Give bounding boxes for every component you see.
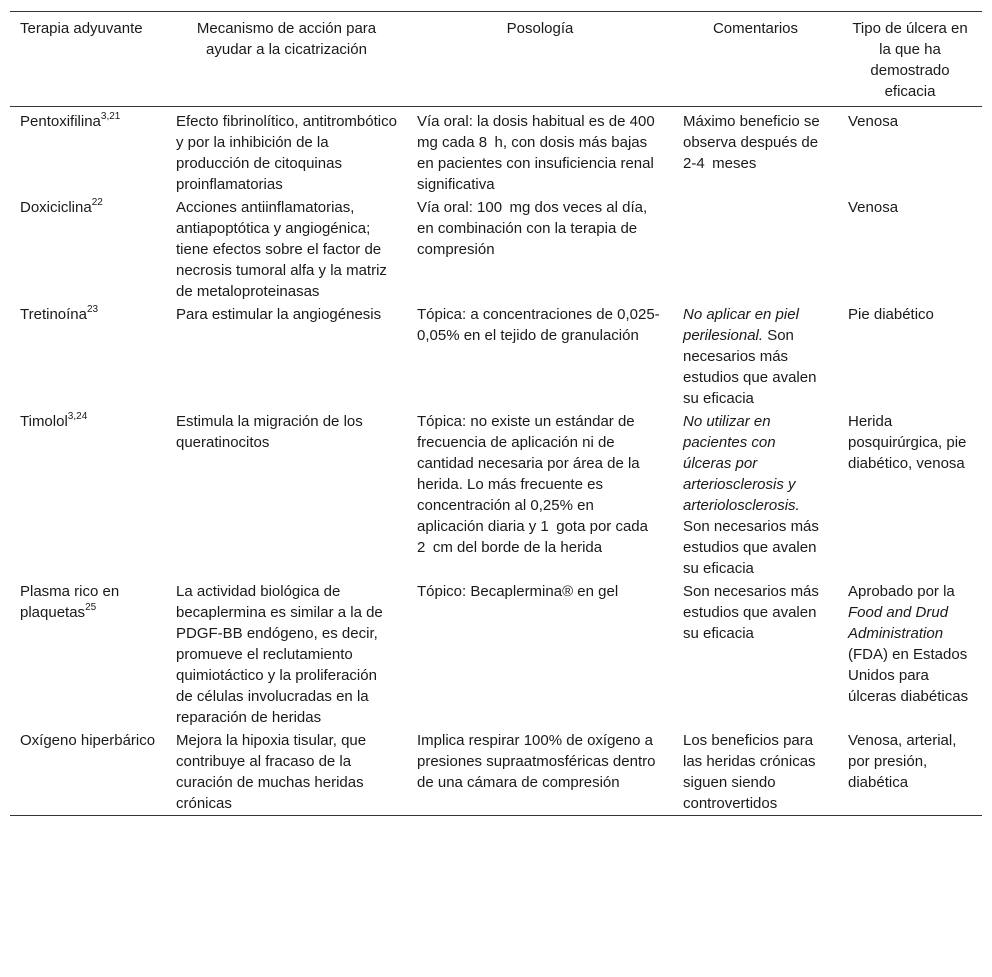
dosage-cell: Vía oral: 100 mg dos veces al día, en combinación con la terapia de compresión [417,199,648,258]
comments-cell [673,580,838,729]
comments-italic: No aplicar en piel perilesional. [683,306,799,344]
ulcer-type-text-end: (FDA) en Estados Unidos para úlceras diabéticas [848,646,969,705]
comments-cell [673,729,838,816]
adjuvant-therapy-table [10,11,982,816]
comments-cell [673,410,838,580]
ulcer-type-cell [838,303,982,410]
table-row [10,729,982,816]
table-header [10,12,982,107]
ulcer-type-cell [838,580,982,729]
ulcer-type-text: Venosa [848,199,899,216]
comments-text: Son necesarios más estudios que avalen su eficacia [683,327,817,407]
therapy-name: Tretinoína [20,306,87,323]
reference-superscript: 22 [91,197,103,208]
comments-italic: No utilizar en pacientes con úlceras por arteriosclerosis y arteriolosclerosis. [683,413,800,514]
ulcer-type-cell [838,107,982,197]
table-row [10,303,982,410]
header-ulcer-type: Tipo de úlcera en la que ha demostrado eficacia [852,20,968,100]
table-row [10,107,982,197]
comments-text: Máximo beneficio se observa después de 2-4 meses [683,113,820,172]
ulcer-type-text: Venosa, arterial, por presión, diabética [848,732,957,791]
ulcer-type-text: Pie diabético [848,306,934,323]
mechanism-cell: La actividad biológica de becaplermina es similar a la de PDGF-BB endógeno, es decir, promueve el reclutamiento quimiotáctico y la proliferación de células involucradas en la reparación de heridas [176,583,383,726]
therapy-cell [10,729,166,816]
dosage-cell: Vía oral: la dosis habitual es de 400 mg cada 8 h, con dosis más bajas en pacientes con insuficiencia renal significativa [417,113,663,193]
mechanism-cell: Estimula la migración de los queratinocitos [176,413,363,451]
ulcer-type-cell [838,196,982,303]
ulcer-type-text: Herida posquirúrgica, pie diabético, venosa [848,413,967,472]
dosage-cell: Tópico: Becaplermina® en gel [417,583,619,600]
table-body [10,107,982,816]
mechanism-cell: Mejora la hipoxia tisular, que contribuye al fracaso de la curación de muchas heridas crónicas [176,732,367,812]
reference-superscript: 23 [86,304,99,315]
therapy-cell [10,303,166,410]
therapy-name: Doxiciclina [20,199,92,216]
therapy-cell [10,107,166,197]
comments-text: Los beneficios para las heridas crónicas siguen siendo controvertidos [683,732,816,812]
header-dosage: Posología [506,20,574,37]
comments-cell [673,107,838,197]
therapy-cell [10,580,166,729]
header-row [10,12,982,107]
table-row [10,580,982,729]
reference-superscript: 3,21 [100,111,121,122]
dosage-cell: Tópica: a concentraciones de 0,025-0,05% en el tejido de granulación [417,306,660,344]
therapy-name: Timolol [20,413,68,430]
dosage-cell: Tópica: no existe un estándar de frecuencia de aplicación ni de cantidad necesaria por área de la herida. Lo más frecuente es concentración al 0,25% en aplicación diaria y 1 gota por cada 2 cm del borde de la herida [417,413,648,556]
ulcer-type-italic: Food and Drud Administration [848,604,949,642]
comments-cell [673,303,838,410]
dosage-cell: Implica respirar 100% de oxígeno a presiones supraatmosféricas dentro de una cámara de compresión [417,732,656,791]
ulcer-type-cell [838,729,982,816]
table-row [10,196,982,303]
ulcer-type-cell [838,410,982,580]
header-mechanism: Mecanismo de acción para ayudar a la cicatrización [196,20,377,58]
therapy-cell [10,196,166,303]
header-therapy: Terapia adyuvante [20,20,143,37]
table-row [10,410,982,580]
comments-text: Son necesarios más estudios que avalen su eficacia [683,583,819,642]
comments-text: Son necesarios más estudios que avalen su eficacia [683,518,819,577]
therapy-name: Plasma rico en plaquetas [20,583,120,621]
ulcer-type-text: Aprobado por la [848,583,955,600]
ulcer-type-text: Venosa [848,113,899,130]
mechanism-cell: Para estimular la angiogénesis [176,306,382,323]
header-comments: Comentarios [712,20,799,37]
therapy-cell [10,410,166,580]
mechanism-cell: Efecto fibrinolítico, antitrombótico y por la inhibición de la producción de citoquinas proinflamatorias [176,113,397,193]
reference-superscript: 25 [85,602,97,613]
therapy-name: Pentoxifilina [20,113,101,130]
reference-superscript: 3,24 [67,411,88,422]
therapy-name: Oxígeno hiperbárico [20,732,156,749]
mechanism-cell: Acciones antiinflamatorias, antiapoptótica y angiogénica; tiene efectos sobre el factor de necrosis tumoral alfa y la matriz de metaloproteinasas [176,199,387,300]
comments-cell [673,196,838,303]
